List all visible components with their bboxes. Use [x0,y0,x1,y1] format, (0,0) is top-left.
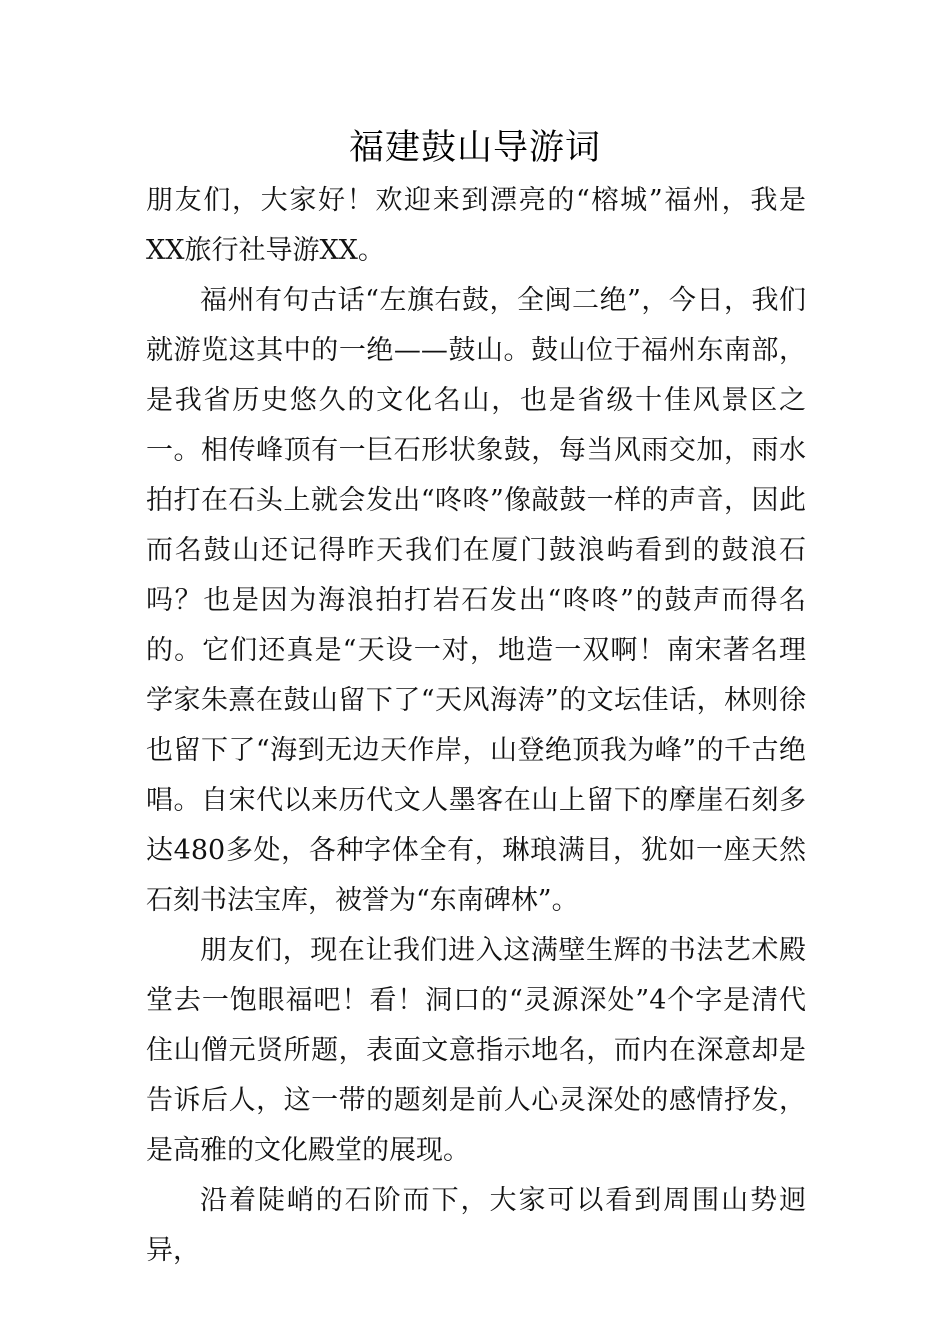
paragraph-4: 沿着陡峭的石阶而下，大家可以看到周围山势迥异， [146,1185,806,1266]
paragraph-3: 朋友们，现在让我们进入这满壁生辉的书法艺术殿堂去一饱眼福吧！看！洞口的“灵源深处”4个字是清代住山僧元贤所题，表面文意指示地名，而内在深意却是告诉后人，这一带的题刻是前人心灵深处的感情抒发，是高雅的文化殿堂的展现。 [146,935,806,1166]
paragraph-2: 福州有句古话“左旗右鼓，全闽二绝”，今日，我们就游览这其中的一绝——鼓山。鼓山位于福州东南部，是我省历史悠久的文化名山，也是省级十佳风景区之一。相传峰顶有一巨石形状象鼓，每当风雨交加，雨水拍打在石头上就会发出“咚咚”像敲鼓一样的声音，因此而名鼓山还记得昨天我们在厦门鼓浪屿看到的鼓浪石吗？也是因为海浪拍打岩石发出“咚咚”的鼓声而得名的。它们还真是“天设一对，地造一双啊！南宋著名理学家朱熹在鼓山留下了“天风海涛”的文坛佳话，林则徐也留下了“海到无边天作岸，山登绝顶我为峰”的千古绝唱。自宋代以来历代文人墨客在山上留下的摩崖石刻多达480多处，各种字体全有，琳琅满目，犹如一座天然石刻书法宝库，被誉为“东南碑林”。 [146,285,806,916]
document-body [146,176,806,1276]
paragraph-1: 朋友们，大家好！欢迎来到漂亮的“榕城”福州，我是XX旅行社导游XX。 [146,185,806,266]
document-title: 福建鼓山导游词 [348,128,601,168]
